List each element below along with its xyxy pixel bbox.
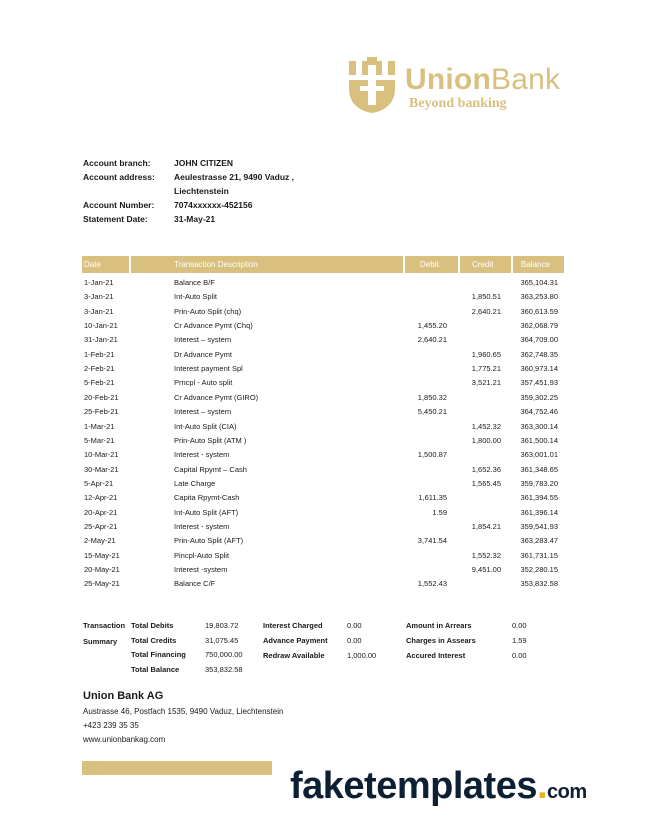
footer-website[interactable]: www.unionbankag.com xyxy=(83,735,166,744)
cell-debit: 1.59 xyxy=(432,507,447,517)
cell-description: Dr Advance Pymt xyxy=(174,349,232,359)
header-column-separator xyxy=(129,256,131,273)
table-row xyxy=(82,434,564,448)
cell-date: 1-Jan-21 xyxy=(84,278,114,287)
accured-interest-value: 0.00 xyxy=(512,651,527,660)
total-financing-value: 750,000.00 xyxy=(205,650,243,659)
cell-description: Interest – system xyxy=(174,407,232,417)
cell-balance: 360,973.14 xyxy=(520,364,558,374)
cell-debit: 1,552.43 xyxy=(417,579,447,589)
cell-balance: 365,104.31 xyxy=(520,278,558,287)
cell-date: 10-Jan-21 xyxy=(84,321,118,331)
total-credits-label: Total Credits xyxy=(131,636,177,645)
table-row xyxy=(82,376,564,390)
cell-debit: 1,500.87 xyxy=(417,450,447,460)
table-row xyxy=(82,348,564,362)
header-credit: Credit xyxy=(472,260,494,269)
footer-address: Austrasse 46, Postfach 1535, 9490 Vaduz, Liechtenstein xyxy=(83,707,284,716)
union-bank-logo-icon xyxy=(347,57,397,115)
account-branch-value: JOHN CITIZEN xyxy=(174,158,234,168)
cell-balance: 361,348.65 xyxy=(520,464,558,474)
cell-description: Cr Advance Pymt (Chq) xyxy=(174,321,253,331)
header-balance: Balance xyxy=(521,260,550,269)
account-address-line2: Liechtenstein xyxy=(174,186,229,196)
cell-description: Cr Advance Pymt (GIRO) xyxy=(174,392,259,402)
table-row xyxy=(82,391,564,405)
table-row xyxy=(82,276,564,290)
cell-description: Capita Rpymt-Cash xyxy=(174,493,240,503)
table-row xyxy=(82,305,564,319)
cell-description: Prncpl - Auto split xyxy=(174,378,233,388)
cell-balance: 363,001.01 xyxy=(520,450,558,460)
cell-description: Interest - system xyxy=(174,521,230,531)
account-branch-label: Account branch: xyxy=(83,158,151,168)
account-address-label: Account address: xyxy=(83,172,155,182)
account-number-value: 7074xxxxxx-452156 xyxy=(174,200,253,210)
total-debits-value: 19,803.72 xyxy=(205,621,239,630)
cell-balance: 361,396.14 xyxy=(520,507,558,517)
cell-balance: 363,300.14 xyxy=(520,421,558,431)
cell-balance: 359,783.20 xyxy=(520,478,558,488)
cell-debit: 1,850.32 xyxy=(417,392,447,402)
table-row xyxy=(82,577,564,591)
cell-description: Int-Auto Split xyxy=(174,292,217,302)
header-description: Transaction Description xyxy=(174,260,258,269)
charges-arrears-label: Charges in Assears xyxy=(406,636,476,645)
cell-date: 3-Jan-21 xyxy=(84,292,114,302)
cell-description: Prin-Auto Split (AFT) xyxy=(174,536,244,546)
brand-tagline: Beyond banking xyxy=(409,96,507,111)
cell-balance: 361,500.14 xyxy=(520,435,558,445)
table-row xyxy=(82,477,564,491)
interest-charged-label: Interest Charged xyxy=(263,621,323,630)
account-number-label: Account Number: xyxy=(83,200,155,210)
cell-balance: 362,748.35 xyxy=(520,349,558,359)
cell-date: 30-Mar-21 xyxy=(84,464,119,474)
cell-debit: 3,741.54 xyxy=(417,536,447,546)
advance-payment-value: 0.00 xyxy=(347,636,362,645)
cell-date: 20-Feb-21 xyxy=(84,392,119,402)
watermark-text: faketemplates xyxy=(290,765,537,807)
cell-balance: 363,283.47 xyxy=(520,536,558,546)
cell-credit: 1,565.45 xyxy=(471,478,501,488)
cell-description: Int-Auto Split (CIA) xyxy=(174,421,237,431)
cell-description: Late Charge xyxy=(174,478,216,488)
cell-date: 3-Jan-21 xyxy=(84,306,114,316)
cell-description: Interest - system xyxy=(174,450,230,460)
interest-charged-value: 0.00 xyxy=(347,621,362,630)
header-column-separator xyxy=(403,256,405,273)
cell-date: 1-Feb-21 xyxy=(84,349,115,359)
table-row xyxy=(82,506,564,520)
cell-balance: 359,302.25 xyxy=(520,392,558,402)
footer-bank-name: Union Bank AG xyxy=(83,690,164,702)
header-column-separator xyxy=(458,256,460,273)
cell-debit: 2,640.21 xyxy=(417,335,447,345)
cell-balance: 357,451.93 xyxy=(520,378,558,388)
cell-date: 25-Feb-21 xyxy=(84,407,119,417)
cell-description: Balance B/F xyxy=(174,278,215,287)
cell-date: 12-Apr-21 xyxy=(84,493,118,503)
watermark-dot: . xyxy=(536,765,548,807)
cell-balance: 364,752.46 xyxy=(520,407,558,417)
total-balance-label: Total Balance xyxy=(131,665,180,674)
watermark xyxy=(290,765,587,808)
cell-description: Capital Rpymt – Cash xyxy=(174,464,247,474)
cell-date: 15-May-21 xyxy=(84,550,120,560)
accured-interest-label: Accured Interest xyxy=(406,651,466,660)
cell-debit: 1,455.20 xyxy=(417,321,447,331)
cell-debit: 1,611.35 xyxy=(418,493,447,503)
table-row xyxy=(82,362,564,376)
cell-date: 5-Feb-21 xyxy=(84,378,115,388)
table-row xyxy=(82,333,564,347)
table-row xyxy=(82,290,564,304)
cell-balance: 360,613.59 xyxy=(520,306,558,316)
advance-payment-label: Advance Payment xyxy=(263,636,328,645)
cell-date: 31-Jan-21 xyxy=(84,335,118,345)
cell-date: 25-Apr-21 xyxy=(84,521,118,531)
cell-description: Balance C/F xyxy=(174,579,216,589)
footer-accent-bar xyxy=(82,761,272,775)
cell-date: 2-May-21 xyxy=(84,536,116,546)
cell-credit: 3,521.21 xyxy=(471,378,501,388)
cell-credit: 1,775.21 xyxy=(471,364,501,374)
amount-arrears-value: 0.00 xyxy=(512,621,527,630)
cell-credit: 9,451.00 xyxy=(471,565,501,574)
cell-credit: 1,452.32 xyxy=(471,421,501,431)
cell-description: Pincpl-Auto Split xyxy=(174,550,230,560)
cell-date: 10-Mar-21 xyxy=(84,450,119,460)
cell-balance: 361,394.55 xyxy=(520,493,558,503)
redraw-available-label: Redraw Available xyxy=(263,651,325,660)
cell-date: 1-Mar-21 xyxy=(84,421,115,431)
table-row xyxy=(82,319,564,333)
cell-credit: 1,652.36 xyxy=(471,464,501,474)
account-address-line1: Aeulestrasse 21, 9490 Vaduz , xyxy=(174,172,295,182)
cell-credit: 1,854.21 xyxy=(471,521,501,531)
cell-description: Interest – system xyxy=(174,335,232,345)
header-date: Date xyxy=(84,260,101,269)
table-row xyxy=(82,448,564,462)
cell-description: Interest payment Spl xyxy=(174,364,243,374)
cell-credit: 1,960.65 xyxy=(471,349,501,359)
redraw-available-value: 1,000.00 xyxy=(347,651,377,660)
header-debit: Debit xyxy=(420,260,439,269)
table-row xyxy=(82,549,564,563)
summary-title-line2: Summary xyxy=(83,637,118,646)
cell-date: 5-Apr-21 xyxy=(84,478,114,488)
total-financing-label: Total Financing xyxy=(131,650,186,659)
cell-credit: 1,850.51 xyxy=(471,292,501,302)
brand-name-light: Bank xyxy=(490,63,561,96)
cell-balance: 364,709.00 xyxy=(520,335,558,345)
cell-balance: 361,731.15 xyxy=(520,550,558,560)
table-row xyxy=(82,405,564,419)
brand-name-bold: Union xyxy=(405,63,491,96)
cell-description: Prin-Auto Split (chq) xyxy=(174,306,242,316)
charges-arrears-value: 1.59 xyxy=(512,636,527,645)
cell-balance: 352,280.15 xyxy=(520,565,558,574)
cell-date: 5-Mar-21 xyxy=(84,435,115,445)
cell-balance: 353,832.58 xyxy=(520,579,558,589)
total-balance-value: 353,832.58 xyxy=(205,665,243,674)
table-row xyxy=(82,520,564,534)
cell-balance: 363,253.80 xyxy=(520,292,558,302)
header-column-separator xyxy=(511,256,513,273)
table-row xyxy=(82,534,564,548)
cell-debit: 5,450.21 xyxy=(417,407,447,417)
cell-date: 25-May-21 xyxy=(84,579,120,589)
cell-date: 20-May-21 xyxy=(84,565,120,574)
table-row xyxy=(82,420,564,434)
footer-phone: +423 239 35 35 xyxy=(83,721,139,730)
bank-brand-name xyxy=(405,63,560,97)
cell-date: 2-Feb-21 xyxy=(84,364,115,374)
total-debits-label: Total Debits xyxy=(131,621,174,630)
summary-title-line1: Transaction xyxy=(83,621,126,630)
table-row xyxy=(82,491,564,505)
statement-date-label: Statement Date: xyxy=(83,214,148,224)
table-row xyxy=(82,463,564,477)
statement-date-value: 31-May-21 xyxy=(174,214,216,224)
cell-balance: 362,068.79 xyxy=(520,321,558,331)
cell-credit: 2,640.21 xyxy=(471,306,501,316)
table-row xyxy=(82,563,564,577)
cell-description: Int-Auto Split (AFT) xyxy=(174,507,239,517)
cell-date: 20-Apr-21 xyxy=(84,507,118,517)
total-credits-value: 31,075.45 xyxy=(205,636,239,645)
cell-description: Prin-Auto Split (ATM ) xyxy=(174,435,247,445)
cell-description: Interest -system xyxy=(174,565,228,574)
cell-credit: 1,800.00 xyxy=(471,435,501,445)
cell-balance: 359,541.93 xyxy=(520,521,558,531)
watermark-tld: com xyxy=(547,781,587,803)
cell-credit: 1,552.32 xyxy=(471,550,501,560)
amount-arrears-label: Amount in Arrears xyxy=(406,621,472,630)
